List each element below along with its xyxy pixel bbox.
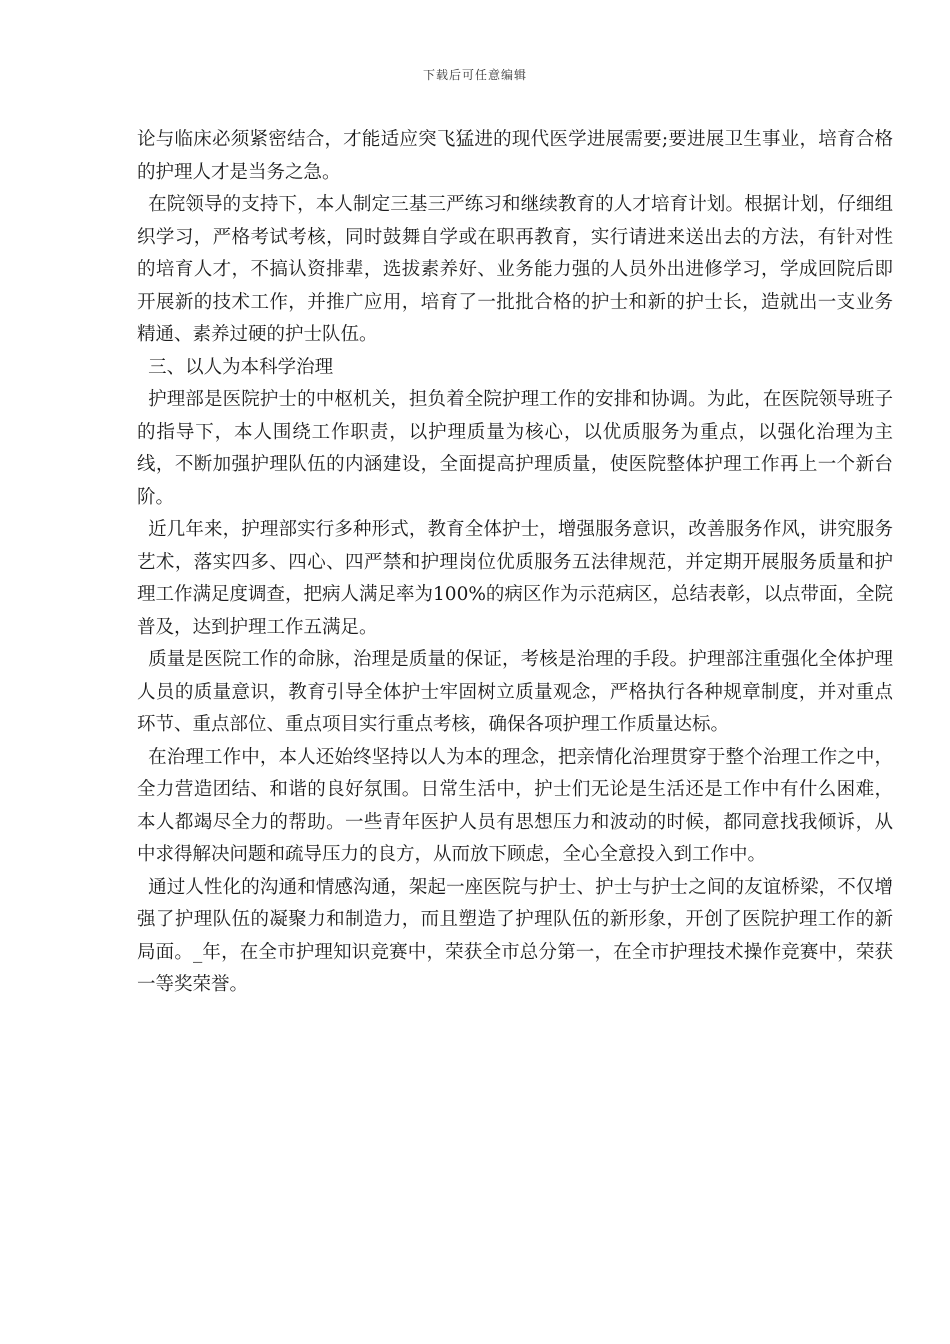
document-body [137, 124, 893, 1002]
paragraph-2: 在院领导的支持下，本人制定三基三严练习和继续教育的人才培育计划。根据计划，仔细组织学习，严格考试考核，同时鼓舞自学或在职再教育，实行请进来送出去的方法，有针对性的培育人才，不搞认资排辈，选拔素养好、业务能力强的人员外出进修学习，学成回院后即开展新的技术工作，并推广应用，培育了一批批合格的护士和新的护士长，造就出一支业务精通、素养过硬的护士队伍。 [137, 194, 893, 345]
paragraph-4: 近几年来，护理部实行多种形式，教育全体护士，增强服务意识，改善服务作风，讲究服务艺术，落实四多、四心、四严禁和护理岗位优质服务五法律规范，并定期开展服务质量和护理工作满足度调查，把病人满足率为100%的病区作为示范病区，总结表彰，以点带面，全院普及，达到护理工作五满足。 [137, 519, 893, 638]
paragraph-1: 论与临床必须紧密结合，才能适应突飞猛进的现代医学进展需要;要进展卫生事业，培育合格的护理人才是当务之急。 [137, 129, 893, 183]
paragraph-7: 通过人性化的沟通和情感沟通，架起一座医院与护士、护士与护士之间的友谊桥梁，不仅增强了护理队伍的凝聚力和制造力，而且塑造了护理队伍的新形象，开创了医院护理工作的新局面。_年，在全市护理知识竞赛中，荣获全市总分第一，在全市护理技术操作竞赛中，荣获一等奖荣誉。 [137, 876, 893, 995]
paragraph-3: 护理部是医院护士的中枢机关，担负着全院护理工作的安排和协调。为此，在医院领导班子的指导下，本人围绕工作职责，以护理质量为核心，以优质服务为重点，以强化治理为主线，不断加强护理队伍的内涵建设，全面提高护理质量，使医院整体护理工作再上一个新台阶。 [137, 389, 893, 508]
section-heading: 三、以人为本科学治理 [148, 356, 334, 378]
page-header: 下载后可任意编辑 [422, 68, 527, 82]
paragraph-5: 质量是医院工作的命脉，治理是质量的保证，考核是治理的手段。护理部注重强化全体护理人员的质量意识，教育引导全体护士牢固树立质量观念，严格执行各种规章制度，并对重点环节、重点部位、重点项目实行重点考核，确保各项护理工作质量达标。 [137, 649, 893, 735]
paragraph-6: 在治理工作中，本人还始终坚持以人为本的理念，把亲情化治理贯穿于整个治理工作之中，全力营造团结、和谐的良好氛围。日常生活中，护士们无论是生活还是工作中有什么困难，本人都竭尽全力的帮助。一些青年医护人员有思想压力和波动的时候，都同意找我倾诉，从中求得解决问题和疏导压力的良方，从而放下顾虑，全心全意投入到工作中。 [137, 746, 893, 865]
